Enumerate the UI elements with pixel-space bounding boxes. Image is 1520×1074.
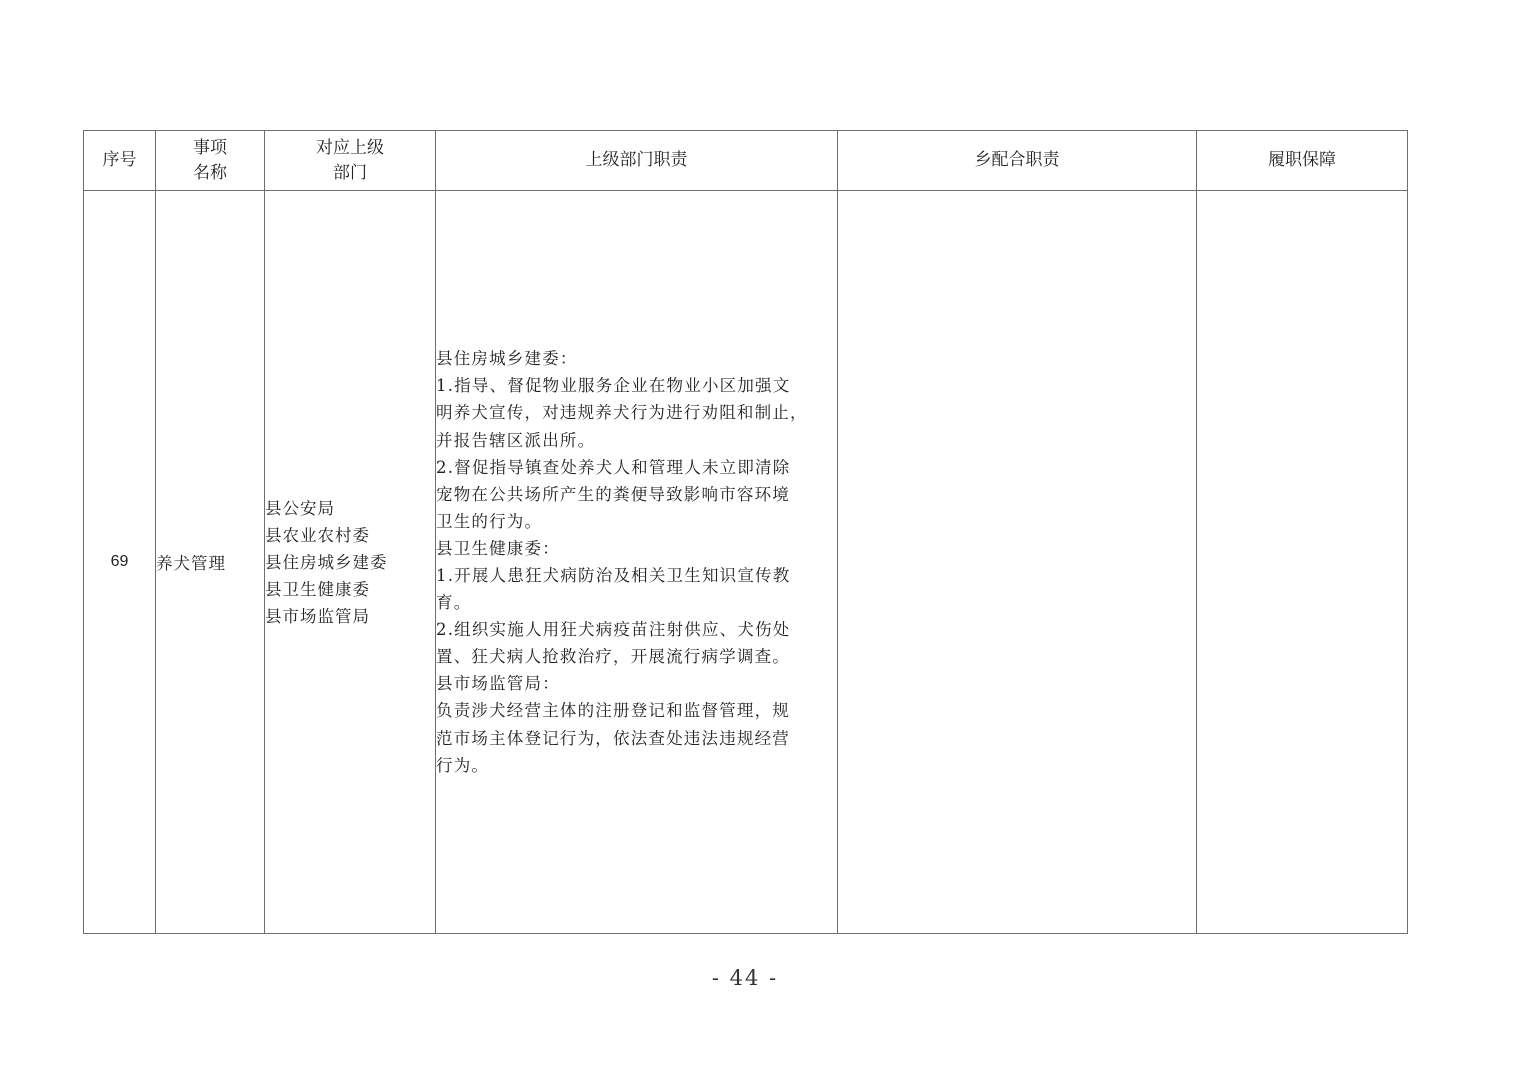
duty-line: 行为。 — [436, 755, 490, 775]
header-guarantee: 履职保障 — [1197, 131, 1408, 191]
table-row — [84, 191, 1408, 934]
header-item-name: 事项 名称 — [156, 131, 265, 191]
cell-item-name: 养犬管理 — [156, 191, 265, 934]
duty-line: 县卫生健康委： — [436, 538, 560, 558]
dept-line: 县农业农村委 — [265, 525, 370, 545]
page-number: - 44 - — [711, 966, 779, 990]
cell-seq: 69 — [84, 191, 156, 934]
duty-line: 2.督促指导镇查处养犬人和管理人未立即清除 — [436, 457, 791, 477]
duty-line: 1.指导、督促物业服务企业在物业小区加强文 — [436, 376, 791, 396]
cell-superior-depts — [265, 191, 436, 934]
duty-line: 负责涉犬经营主体的注册登记和监督管理，规 — [436, 701, 790, 721]
header-superior-dept: 对应上级 部门 — [265, 131, 436, 191]
cell-guarantee — [1197, 191, 1408, 934]
duty-line: 育。 — [436, 593, 472, 613]
duty-line: 县市场监管局： — [436, 674, 560, 694]
header-row — [84, 131, 1408, 191]
dept-line: 县卫生健康委 — [265, 579, 370, 599]
cell-township-duty — [838, 191, 1197, 934]
dept-line: 县市场监管局 — [265, 606, 370, 626]
header-superior-duty: 上级部门职责 — [436, 131, 838, 191]
duty-line: 1.开展人患狂犬病防治及相关卫生知识宣传教 — [436, 566, 791, 585]
dept-line: 县住房城乡建委 — [265, 552, 388, 572]
cell-superior-duty — [436, 191, 838, 934]
dept-line: 县公安局 — [265, 498, 335, 518]
duty-table — [83, 130, 1408, 934]
duty-line: 县住房城乡建委： — [436, 349, 578, 369]
duty-line: 卫生的行为。 — [436, 511, 543, 531]
header-township-duty: 乡配合职责 — [838, 131, 1197, 191]
duty-line: 置、狂犬病人抢救治疗，开展流行病学调查。 — [436, 647, 790, 667]
duty-line: 明养犬宣传，对违规养犬行为进行劝阻和制止， — [436, 403, 808, 423]
duty-line: 2.组织实施人用狂犬病疫苗注射供应、犬伤处 — [436, 620, 791, 640]
duty-line: 宠物在公共场所产生的粪便导致影响市容环境 — [436, 484, 790, 504]
header-seq: 序号 — [84, 131, 156, 191]
duty-line: 并报告辖区派出所。 — [436, 430, 596, 450]
duty-line: 范市场主体登记行为，依法查处违法违规经营 — [436, 728, 790, 748]
